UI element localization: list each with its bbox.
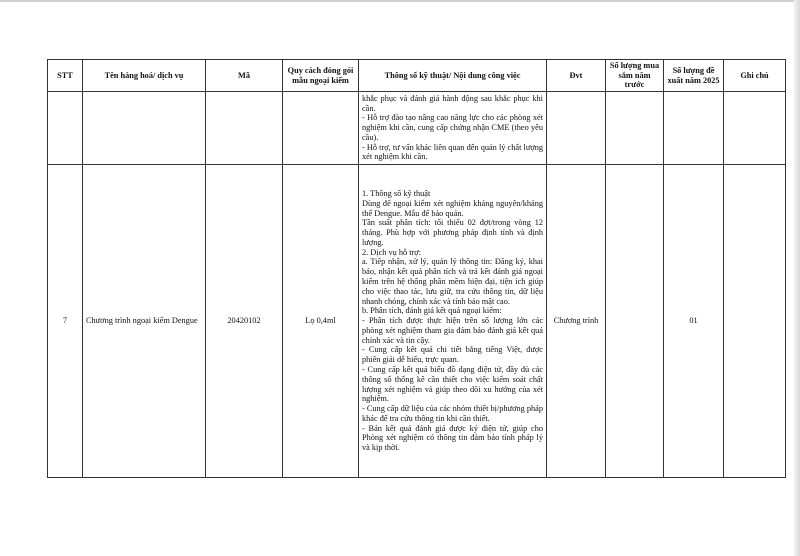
page-top-edge [0,0,800,2]
table-row-continuation [48,92,786,165]
header-stt: STT [48,60,83,92]
page-right-edge [794,0,800,556]
cell-packaging [283,92,359,165]
table-header-row [48,60,786,92]
cell-previous-quantity [606,165,664,478]
header-proposed-quantity: Số lượng đề xuất năm 2025 [664,60,724,92]
spec-line: 1. Thông số kỹ thuật [362,188,431,198]
spec-line: khắc phục và đánh giá hành động sau khắc phục khi cần. [362,93,543,113]
spec-line: - Cung cấp dữ liệu của các nhóm thiết bị/phương pháp khác để tra cứu thông tin khi cần thiết. [362,404,543,423]
spec-line: 2. Dịch vụ hỗ trợ: [362,247,422,257]
cell-unit [547,92,606,165]
cell-code [206,92,283,165]
cell-stt [48,92,83,165]
cell-specification [359,165,547,478]
spec-line: Tần suất phân tích: tối thiểu 02 đợt/trong vòng 12 tháng. Phù hợp với phương pháp định tính và định lượng. [362,218,543,247]
spec-line: Dùng để ngoại kiểm xét nghiệm kháng nguyên/kháng thể Dengue. Mẫu để bảo quản. [362,198,543,218]
cell-proposed-quantity: 01 [664,165,724,478]
header-unit: Đvt [547,60,606,92]
cell-note [724,92,786,165]
cell-item-name: Chương trình ngoại kiểm Dengue [83,165,206,478]
spec-line: b. Phân tích, đánh giá kết quả ngoại kiểm: [362,306,502,316]
spec-line: - Hỗ trợ đào tạo nâng cao năng lực cho các phòng xét nghiệm khi cần, cung cấp chứng nhận CME (theo yêu cầu). [362,113,543,142]
header-code: Mã [206,60,283,92]
cell-item-name [83,92,206,165]
table-row-item-7 [48,165,786,478]
spec-line: - Hỗ trợ, tư vấn khác liên quan đến quản lý chất lượng xét nghiệm khi cần. [362,142,543,162]
cell-code: 20420102 [206,165,283,478]
header-item-name: Tên hàng hoá/ dịch vụ [83,60,206,92]
header-packaging: Quy cách đóng gói mẫu ngoại kiểm [283,60,359,92]
spec-line: - Phân tích được thực hiện trên số lượng lớn các phòng xét nghiệm tham gia đảm bảo đánh giá kết quả chính xác và tin cậy. [362,316,543,345]
spec-line: - Bản kết quả đánh giá được ký điện tử, giúp cho Phòng xét nghiệm có thông tin đảm bảo tính pháp lý và kịp thời. [362,423,543,453]
spec-line: a. Tiếp nhận, xử lý, quản lý thông tin: Đăng ký, khai báo, nhận kết quả phân tích và trả kết đánh giá ngoại kiểm trên hệ thống phần mềm hiện đại, tiện ích giúp cho việc thao tác, lưu giữ, tra cứu thông tin, dữ liệu nhanh chóng, chính xác và tính bảo mật cao. [362,257,543,306]
cell-note [724,165,786,478]
header-note: Ghi chú [724,60,786,92]
cell-specification [359,92,547,165]
procurement-table [47,59,786,478]
cell-proposed-quantity [664,92,724,165]
cell-stt: 7 [48,165,83,478]
cell-packaging: Lọ 0,4ml [283,165,359,478]
cell-unit: Chương trình [547,165,606,478]
header-previous-quantity: Số lượng mua sắm năm trước [606,60,664,92]
spec-line: - Cung cấp kết quả biểu đồ dạng điện tử, đầy đủ các thông số thống kê cần thiết cho việc kiểm soát chất lượng xét nghiệm và giúp theo dõi xu hướng của xét nghiệm. [362,365,543,404]
spec-line: - Cung cấp kết quả chi tiết bằng tiếng Việt, được phiên giải dễ hiểu, trực quan. [362,345,543,365]
header-specification: Thông số kỹ thuật/ Nội dung công việc [359,60,547,92]
cell-previous-quantity [606,92,664,165]
